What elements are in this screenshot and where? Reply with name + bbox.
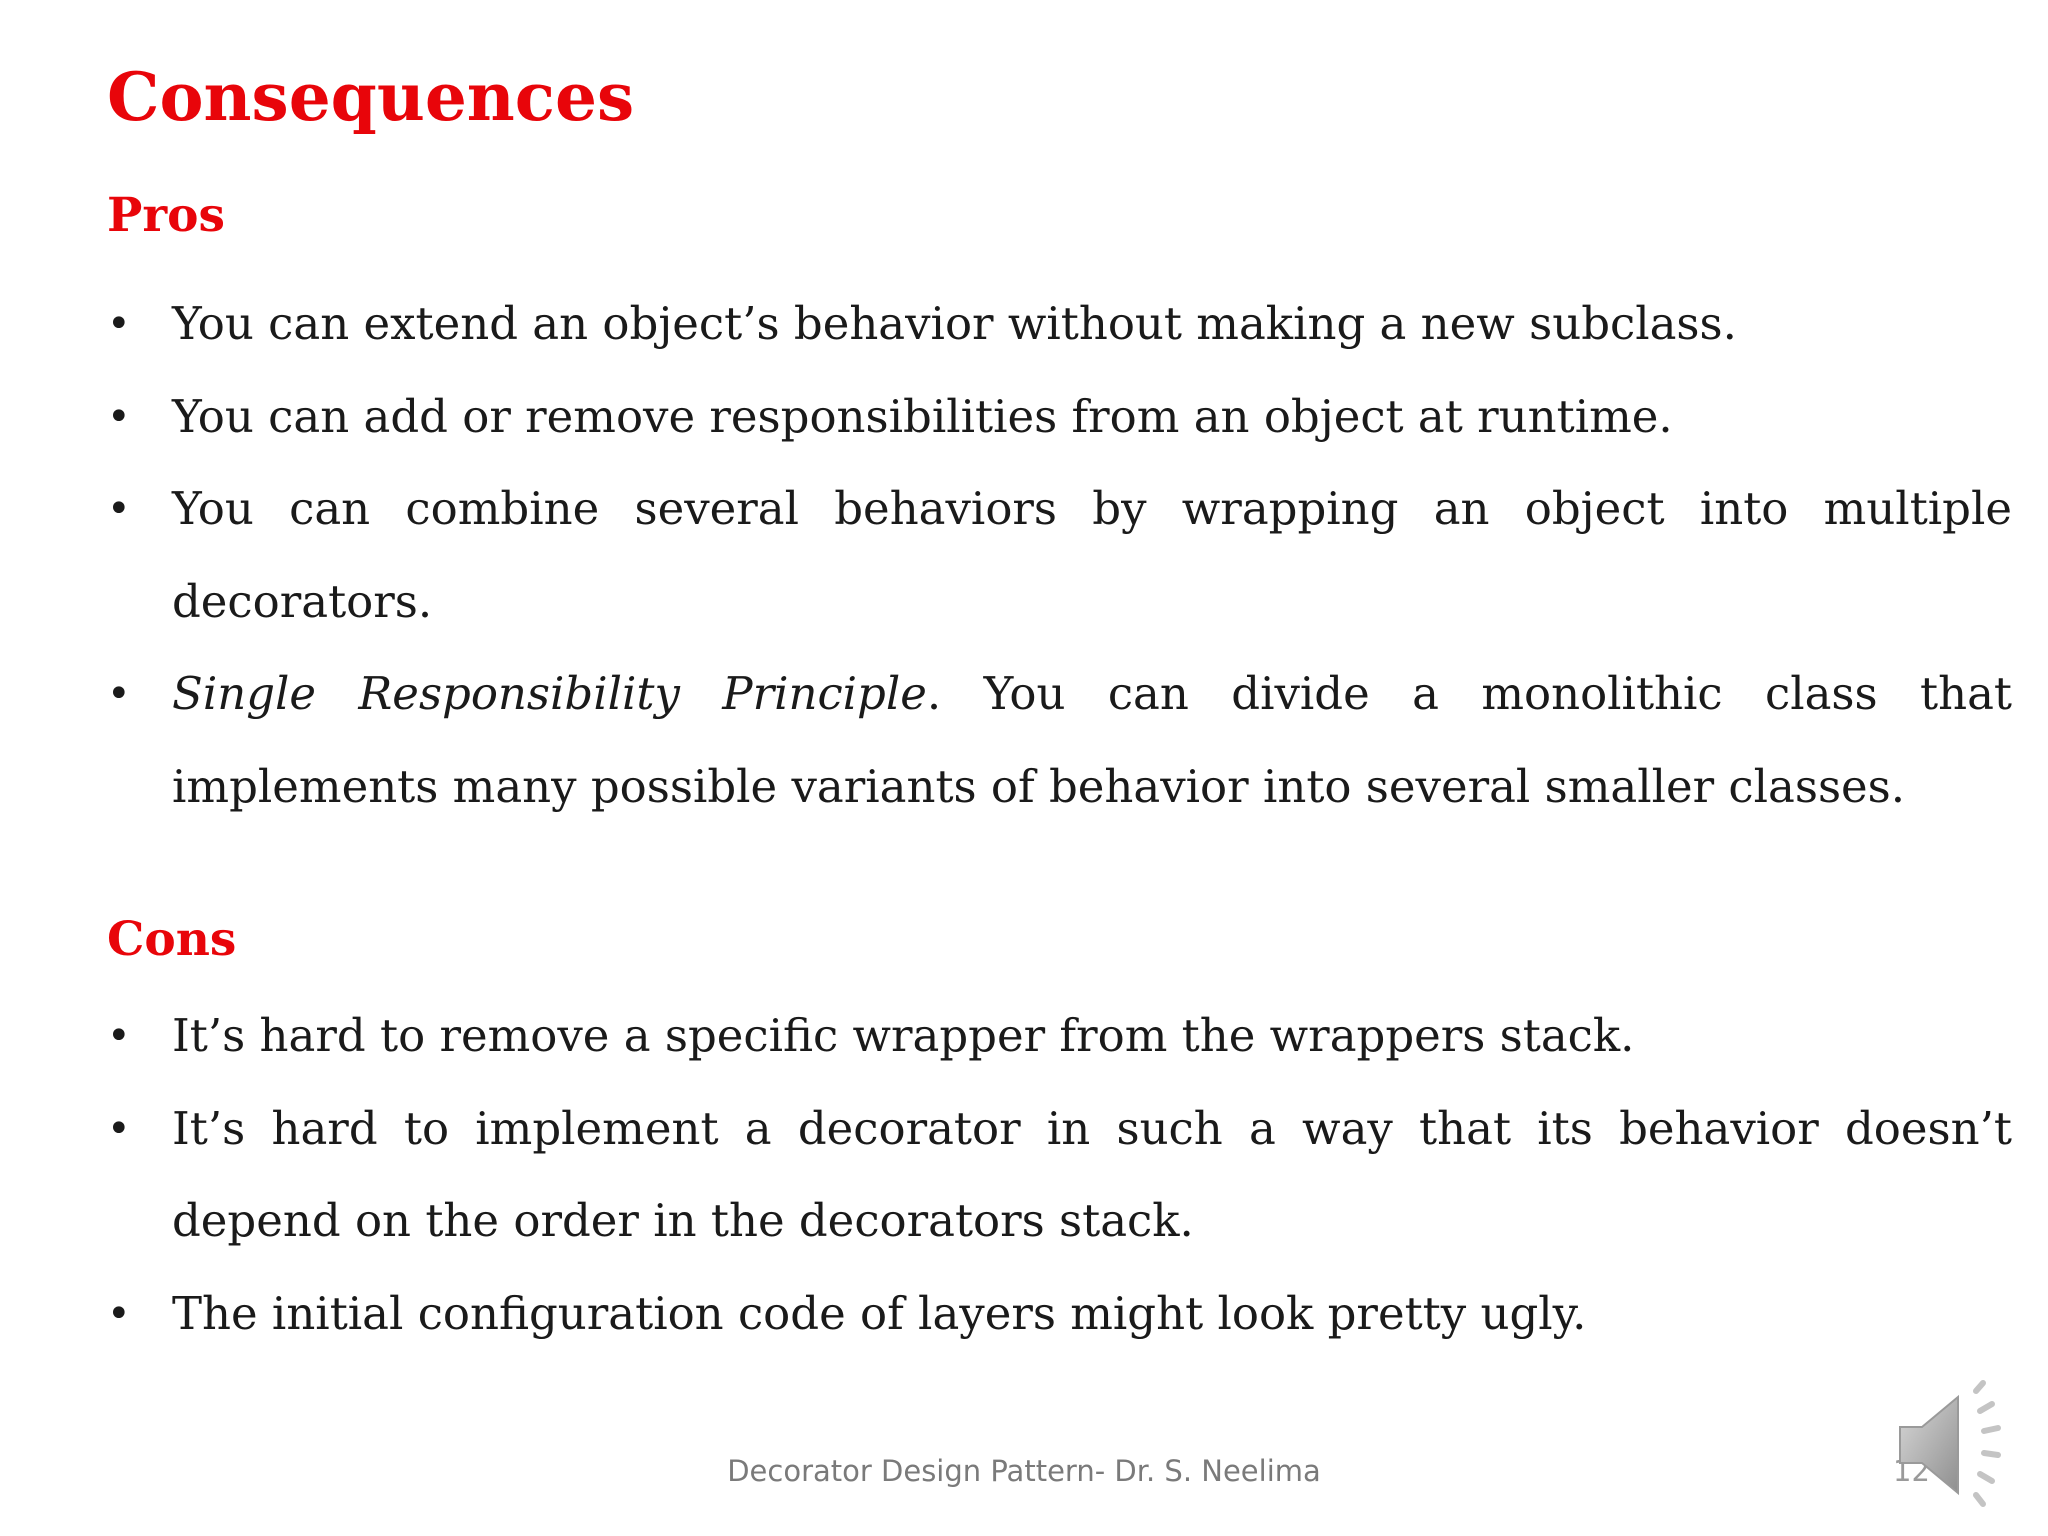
cons-list xyxy=(107,990,2012,1360)
bullet-icon: • xyxy=(107,1105,131,1152)
list-item-text: The initial configuration code of layers might look pretty ugly. xyxy=(172,1286,1587,1340)
list-item-text: It’s hard to remove a specific wrapper from the wrappers stack. xyxy=(172,1009,1635,1062)
list-item xyxy=(107,648,2012,833)
list-item xyxy=(107,278,2012,371)
list-item xyxy=(107,1083,2012,1268)
pros-list xyxy=(107,278,2012,833)
principle-name: Single Responsibility Principle xyxy=(172,667,927,720)
sound-waves xyxy=(1976,1383,1998,1504)
page-number: 12 xyxy=(1893,1454,1930,1488)
list-item xyxy=(107,990,2012,1083)
cons-heading: Cons xyxy=(107,912,237,967)
list-item xyxy=(107,371,2012,464)
slide-footer: Decorator Design Pattern- Dr. S. Neelima xyxy=(727,1454,1321,1488)
speaker-body xyxy=(1900,1397,1958,1493)
list-item-text: You can add or remove responsibilities from an object at runtime. xyxy=(172,389,1673,443)
bullet-icon: • xyxy=(107,1013,131,1059)
bullet-icon: • xyxy=(107,671,131,717)
list-item-text: You can extend an object’s behavior without making a new subclass. xyxy=(172,297,1737,350)
slide-title: Consequences xyxy=(107,58,635,136)
bullet-icon: • xyxy=(107,1290,131,1337)
list-item-text: You can combine several behaviors by wrapping an object into multiple decorators. xyxy=(172,482,2012,628)
list-item xyxy=(107,463,2012,648)
speaker-icon[interactable] xyxy=(1880,1375,2020,1515)
list-item-text: It’s hard to implement a decorator in such a way that its behavior doesn’t depend on the order in the decorators stack. xyxy=(172,1101,2012,1247)
bullet-icon: • xyxy=(107,301,131,347)
bullet-icon: • xyxy=(107,393,131,440)
list-item xyxy=(107,1268,2012,1361)
list-item-text: . You can divide a monolithic class that implements many possible variants of behavior into several smaller classes. xyxy=(172,667,2012,813)
pros-heading: Pros xyxy=(107,188,225,243)
bullet-icon: • xyxy=(107,486,131,532)
